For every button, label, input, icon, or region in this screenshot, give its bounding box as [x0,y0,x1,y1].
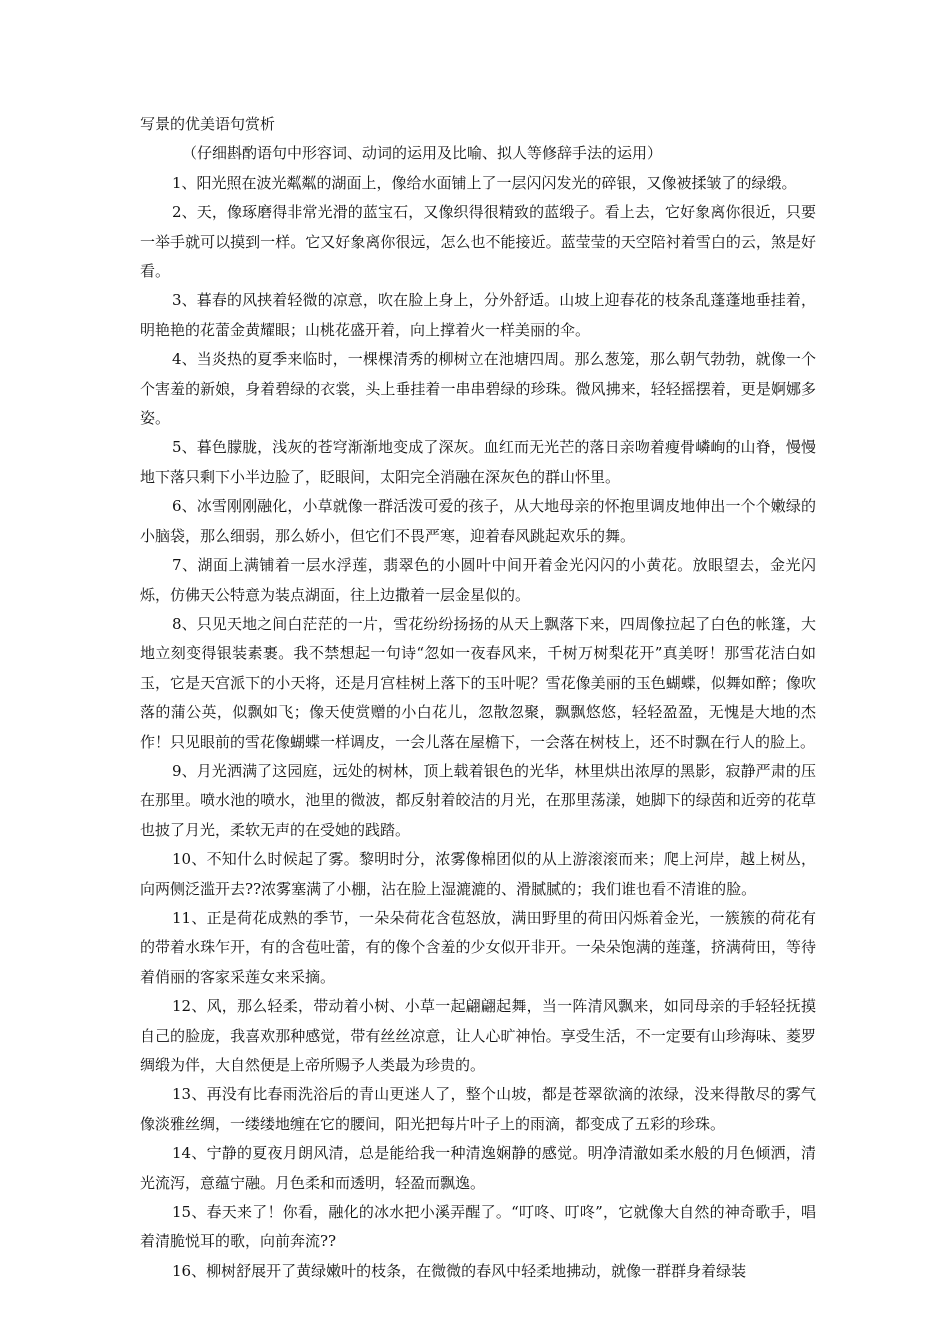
paragraph-9: 9、月光洒满了这园庭，远处的树林，顶上载着银色的光华，林里烘出浓厚的黑影，寂静严肃的压在那里。喷水池的喷水，池里的微波，都反射着皎洁的月光，在那里荡漾，她脚下的绿茵和近旁的花草也披了月光，柔软无声的在受她的践踏。 [140,761,816,839]
paragraph-list [140,169,816,1286]
paragraph-15: 15、春天来了！你看，融化的冰水把小溪弄醒了。“叮咚、叮咚”，它就像大自然的神奇歌手，唱着清脆悦耳的歌，向前奔流?? [140,1203,816,1251]
paragraph-7: 7、湖面上满铺着一层水浮莲，翡翠色的小圆叶中间开着金光闪闪的小黄花。放眼望去，金光闪烁，仿佛天公特意为装点湖面，往上边撒着一层金星似的。 [140,556,816,604]
paragraph-12: 12、风，那么轻柔，带动着小树、小草一起翩翩起舞，当一阵清风飘来，如同母亲的手轻轻抚摸自己的脸庞，我喜欢那种感觉，带有丝丝凉意，让人心旷神怡。享受生活，不一定要有山珍海味、菱罗绸缎为伴，大自然便是上帝所赐予人类最为珍贵的。 [140,997,816,1074]
document-page [140,110,816,1286]
paragraph-4: 4、当炎热的夏季来临时，一棵棵清秀的柳树立在池塘四周。那么葱笼，那么朝气勃勃，就像一个个害羞的新娘，身着碧绿的衣裳，头上垂挂着一串串碧绿的珍珠。微风拂来，轻轻摇摆着，更是婀娜多姿。 [140,350,816,428]
paragraph-2: 2、天，像琢磨得非常光滑的蓝宝石，又像织得很精致的蓝缎子。看上去，它好象离你很近，只要一举手就可以摸到一样。它又好象离你很远，怎么也不能接近。蓝莹莹的天空陪衬着雪白的云，煞是好看。 [140,203,816,281]
paragraph-8: 8、只见天地之间白茫茫的一片，雪花纷纷扬扬的从天上飘落下来，四周像拉起了白色的帐篷，大地立刻变得银装素裹。我不禁想起一句诗“忽如一夜春风来，千树万树梨花开”真美呀！那雪花洁白如玉，它是天宫派下的小天将，还是月宫桂树上落下的玉叶呢？雪花像美丽的玉色蝴蝶，似舞如醉；像吹落的蒲公英，似飘如飞；像天使赏赠的小白花儿，忽散忽聚，飘飘悠悠，轻轻盈盈，无愧是大地的杰作！只见眼前的雪花像蝴蝶一样调皮，一会儿落在屋檐下，一会落在树枝上，还不时飘在行人的脸上。 [140,614,816,751]
paragraph-13: 13、再没有比春雨洗浴后的青山更迷人了，整个山坡，都是苍翠欲滴的浓绿，没来得散尽的雾气像淡雅丝绸，一缕缕地缠在它的腰间，阳光把每片叶子上的雨滴，都变成了五彩的珍珠。 [140,1085,816,1133]
paragraph-14: 14、宁静的夏夜月朗风清，总是能给我一种清逸娴静的感觉。明净清澈如柔水般的月色倾洒，清光流泻，意蕴宁融。月色柔和而透明，轻盈而飘逸。 [140,1144,816,1192]
paragraph-5: 5、暮色朦胧，浅灰的苍穹渐渐地变成了深灰。血红而无光芒的落日亲吻着瘦骨嶙峋的山脊，慢慢地下落只剩下小半边脸了，眨眼间，太阳完全消融在深灰色的群山怀里。 [140,438,816,486]
document-title: 写景的优美语句赏析 [140,115,276,133]
paragraph-11: 11、正是荷花成熟的季节，一朵朵荷花含苞怒放，满田野里的荷田闪烁着金光，一簇簇的荷花有的带着水珠乍开，有的含苞吐蕾，有的像个含羞的少女似开非开。一朵朵饱满的莲蓬，挤满荷田，等待着俏丽的客家采莲女来采摘。 [140,908,816,986]
paragraph-16: 16、柳树舒展开了黄绿嫩叶的枝条，在微微的春风中轻柔地拂动，就像一群群身着绿装 [172,1261,747,1280]
document-subtitle: （仔细斟酌语句中形容词、动词的运用及比喻、拟人等修辞手法的运用） [182,144,663,163]
paragraph-10: 10、不知什么时候起了雾。黎明时分，浓雾像棉团似的从上游滚滚而来；爬上河岸，越上树丛，向两侧泛滥开去??浓雾塞满了小棚，沾在脸上湿漉漉的、滑腻腻的；我们谁也看不清谁的脸。 [140,850,816,898]
paragraph-1: 1、阳光照在波光粼粼的湖面上，像给水面铺上了一层闪闪发光的碎银，又像被揉皱了的绿缎。 [172,173,797,192]
paragraph-3: 3、暮春的风挟着轻微的凉意，吹在脸上身上，分外舒适。山坡上迎春花的枝条乱蓬蓬地垂挂着，明艳艳的花蕾金黄耀眼；山桃花盛开着，向上撑着火一样美丽的伞。 [140,291,816,339]
paragraph-6: 6、冰雪刚刚融化，小草就像一群活泼可爱的孩子，从大地母亲的怀抱里调皮地伸出一个个嫩绿的小脑袋，那么细弱，那么娇小，但它们不畏严寒，迎着春风跳起欢乐的舞。 [140,497,816,545]
